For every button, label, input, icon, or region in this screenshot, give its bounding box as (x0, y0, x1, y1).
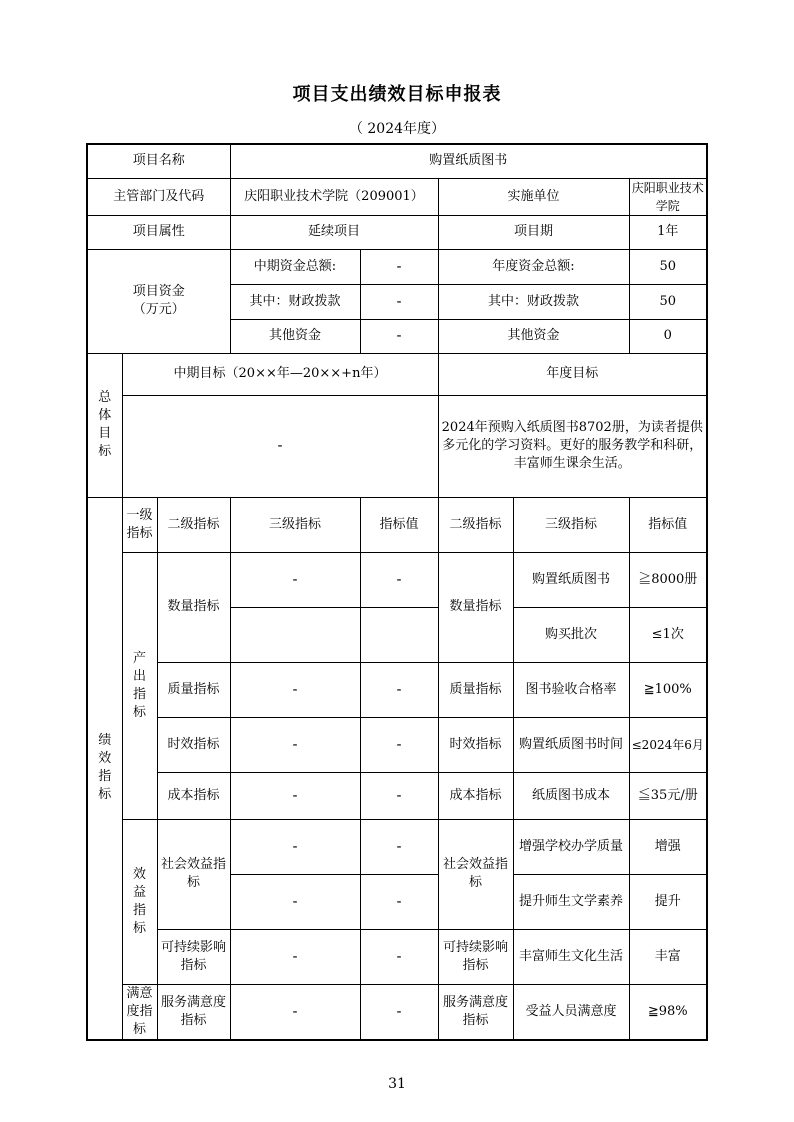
timeliness-l3-left: - (230, 717, 360, 772)
quality-value-right: ≧100% (629, 662, 707, 717)
social-l3-left-1: - (230, 819, 360, 874)
dept-label: 主管部门及代码 (87, 178, 230, 215)
project-name-label: 项目名称 (87, 144, 230, 178)
service-l3-left: - (230, 984, 360, 1040)
social-left: 社会效益指标 (157, 819, 230, 929)
overall-goal-label-text: 总体目标 (98, 390, 112, 459)
quality-l3-right: 图书验收合格率 (513, 662, 629, 717)
perf-label-text: 绩效指标 (98, 733, 112, 802)
attr-label: 项目属性 (87, 215, 230, 249)
period-label: 项目期 (438, 215, 629, 249)
sustain-l3-left: - (230, 929, 360, 984)
cost-value-left: - (360, 772, 438, 819)
level2-header-right: 二级指标 (438, 497, 513, 552)
year-other-label: 其他资金 (438, 319, 629, 353)
value-header-right: 指标值 (629, 497, 707, 552)
year-fiscal-label: 其中：财政拨款 (438, 284, 629, 319)
quantity-left: 数量指标 (157, 552, 230, 662)
sustain-left: 可持续影响指标 (157, 929, 230, 984)
level1-header-text: 一级指标 (126, 507, 153, 541)
page-title: 项目支出绩效目标申报表 (292, 84, 502, 105)
page-number: 31 (388, 1076, 406, 1092)
sustain-value-left: - (360, 929, 438, 984)
sustain-value-right: 丰富 (629, 929, 707, 984)
social-l3-left-2: - (230, 874, 360, 929)
service-value-left: - (360, 984, 438, 1040)
year-goal-header: 年度目标 (438, 353, 707, 395)
mid-goal-header: 中期目标（20××年—20××+n年） (122, 353, 438, 395)
social-value-left-1: - (360, 819, 438, 874)
timeliness-right: 时效指标 (438, 717, 513, 772)
perf-label (87, 497, 122, 1040)
output-label (122, 552, 157, 819)
year-total-label: 年度资金总额: (438, 249, 629, 284)
dept-value: 庆阳职业技术学院（209001） (230, 178, 438, 215)
social-value-left-2: - (360, 874, 438, 929)
cost-l3-left: - (230, 772, 360, 819)
mid-fiscal-label: 其中：财政拨款 (230, 284, 360, 319)
cost-right: 成本指标 (438, 772, 513, 819)
output-label-text: 产出指标 (132, 650, 146, 720)
sustain-l3-right: 丰富师生文化生活 (513, 929, 629, 984)
quality-right: 质量指标 (438, 662, 513, 717)
performance-target-table (86, 143, 708, 1041)
satisfaction-label-text: 满意度指标 (126, 985, 153, 1037)
timeliness-left: 时效指标 (157, 717, 230, 772)
report-year: （ 2024年度） (348, 121, 446, 137)
social-value-right-1: 增强 (629, 819, 707, 874)
cost-left: 成本指标 (157, 772, 230, 819)
timeliness-value-left: - (360, 717, 438, 772)
attr-value: 延续项目 (230, 215, 438, 249)
service-value-right: ≧98% (629, 984, 707, 1040)
quality-value-left: - (360, 662, 438, 717)
sustain-right: 可持续影响指标 (438, 929, 513, 984)
quantity-l3-right-1: 购置纸质图书 (513, 552, 629, 607)
year-other-value: 0 (629, 319, 707, 353)
unit-label: 实施单位 (438, 178, 629, 215)
social-l3-right-2: 提升师生文学素养 (513, 874, 629, 929)
quantity-value-right-1: ≧8000册 (629, 552, 707, 607)
year-fiscal-value: 50 (629, 284, 707, 319)
year-goal-value: 2024年预购入纸质图书8702册，为读者提供多元化的学习资料。更好的服务教学和科研，丰富师生课余生活。 (438, 395, 707, 497)
quantity-value-left-1: - (360, 552, 438, 607)
quantity-l3-left-2 (230, 607, 360, 662)
benefit-label-text: 效益指标 (132, 866, 146, 936)
service-right: 服务满意度指标 (438, 984, 513, 1040)
level1-header (122, 497, 157, 552)
mid-total-value: - (360, 249, 438, 284)
timeliness-l3-right: 购置纸质图书时间 (513, 717, 629, 772)
mid-total-label: 中期资金总额: (230, 249, 360, 284)
satisfaction-label (122, 984, 157, 1040)
quantity-right: 数量指标 (438, 552, 513, 662)
service-left: 服务满意度指标 (157, 984, 230, 1040)
unit-value: 庆阳职业技术学院 (629, 178, 707, 215)
mid-other-value: - (360, 319, 438, 353)
funds-label: 项目资金 （万元） (87, 249, 230, 353)
level3-header-left: 三级指标 (230, 497, 360, 552)
quantity-value-left-2 (360, 607, 438, 662)
social-l3-right-1: 增强学校办学质量 (513, 819, 629, 874)
social-value-right-2: 提升 (629, 874, 707, 929)
social-right: 社会效益指标 (438, 819, 513, 929)
quantity-l3-left-1: - (230, 552, 360, 607)
quantity-l3-right-2: 购买批次 (513, 607, 629, 662)
level3-header-right: 三级指标 (513, 497, 629, 552)
mid-goal-value: - (122, 395, 438, 497)
year-total-value: 50 (629, 249, 707, 284)
benefit-label (122, 819, 157, 984)
overall-goal-label (87, 353, 122, 497)
mid-fiscal-value: - (360, 284, 438, 319)
mid-other-label: 其他资金 (230, 319, 360, 353)
quality-left: 质量指标 (157, 662, 230, 717)
period-value: 1年 (629, 215, 707, 249)
timeliness-value-right: ≤2024年6月 (629, 717, 707, 772)
quality-l3-left: - (230, 662, 360, 717)
cost-l3-right: 纸质图书成本 (513, 772, 629, 819)
service-l3-right: 受益人员满意度 (513, 984, 629, 1040)
cost-value-right: ≦35元/册 (629, 772, 707, 819)
level2-header-left: 二级指标 (157, 497, 230, 552)
value-header-left: 指标值 (360, 497, 438, 552)
quantity-value-right-2: ≤1次 (629, 607, 707, 662)
project-name-value: 购置纸质图书 (230, 144, 707, 178)
